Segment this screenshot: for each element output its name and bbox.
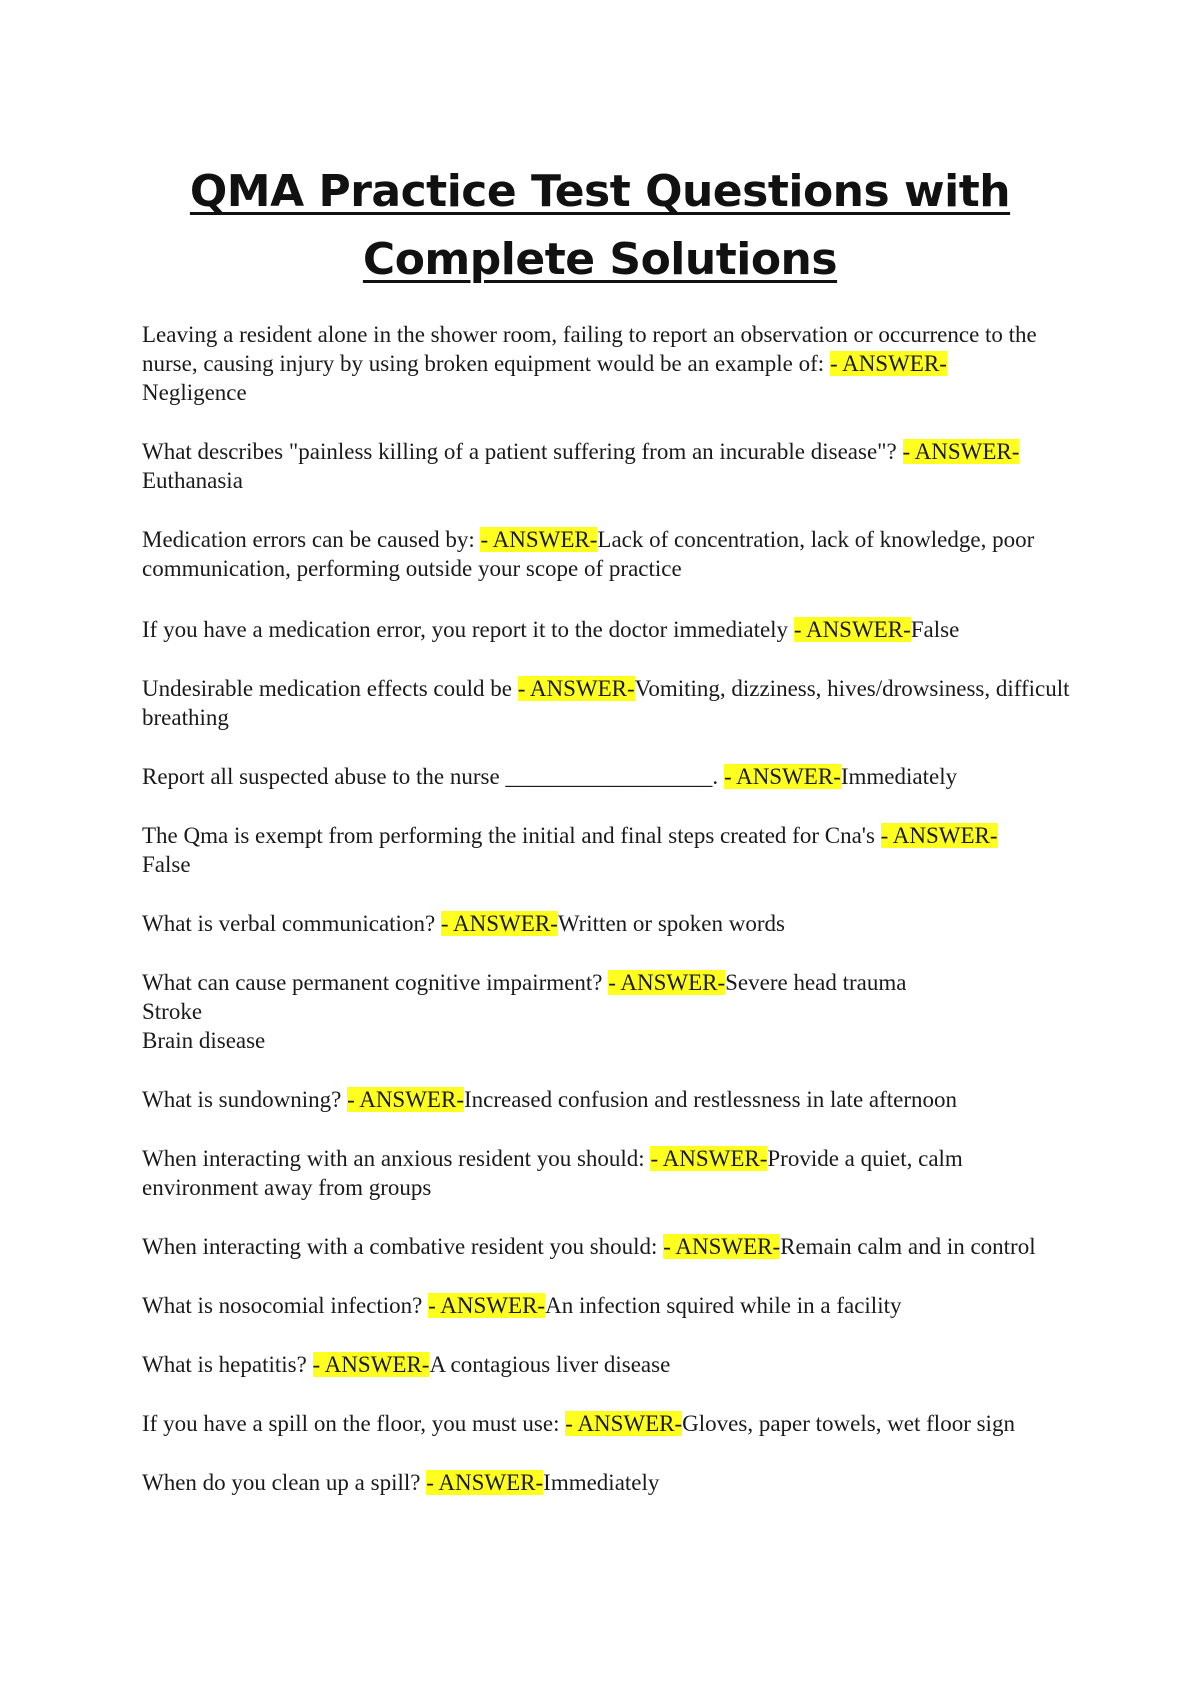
answer-marker: - ANSWER- [650,1146,768,1171]
qa-item [142,615,1077,644]
question-text: When interacting with a combative resident you should: [142,1234,664,1259]
qa-item [142,437,1077,495]
qa-item [142,1232,1077,1261]
answer-text: A contagious liver disease [429,1352,671,1377]
answer-text: Immediately [840,764,958,789]
answer-marker: - ANSWER- [312,1352,430,1377]
qa-item [142,909,1077,938]
qa-item [142,1085,1077,1114]
answer-marker: - ANSWER- [829,351,947,376]
answer-text: Euthanasia [142,468,243,493]
question-text: If you have a medication error, you report it to the doctor immediately [142,617,794,642]
title-line-2: Complete Solutions [362,234,838,285]
answer-marker: - ANSWER- [426,1470,544,1495]
question-text: Leaving a resident alone in the shower room, failing to report an observation or occurrence to the nurse, causing injury by using broken equipment would be an example of: [142,322,1037,376]
question-text: When do you clean up a spill? [142,1470,427,1495]
answer-text: Gloves, paper towels, wet floor sign [682,1411,1015,1436]
answer-marker: - ANSWER- [902,439,1020,464]
answer-text: Written or spoken words [557,911,785,936]
question-text: What is verbal communication? [142,911,441,936]
question-text: Medication errors can be caused by: [142,527,481,552]
answer-text: Negligence [142,380,247,405]
qa-item [142,525,1077,583]
question-text: What can cause permanent cognitive impairment? [142,970,609,995]
qa-item [142,674,1077,732]
qa-item [142,762,1077,791]
question-text: What is sundowning? [142,1087,348,1112]
answer-text: Immediately [543,1470,660,1495]
question-text: If you have a spill on the floor, you must use: [142,1411,566,1436]
answer-marker: - ANSWER- [480,527,598,552]
question-text: When interacting with an anxious resident you should: [142,1146,651,1171]
qa-item [142,968,1077,1055]
answer-marker: - ANSWER- [428,1293,546,1318]
qa-item [142,1468,1077,1497]
qa-item [142,1144,1077,1202]
qa-item [142,821,1077,879]
question-text: Report all suspected abuse to the nurse __________________. [142,764,724,789]
question-text: What describes "painless killing of a patient suffering from an incurable disease"? [142,439,903,464]
answer-text: False [142,852,191,877]
answer-marker: - ANSWER- [793,617,911,642]
answer-text: Provide a quiet, calm environment away from groups [142,1146,963,1200]
qa-item [142,1409,1077,1438]
answer-marker: - ANSWER- [440,911,558,936]
answer-marker: - ANSWER- [517,676,635,701]
answer-text: False [910,617,960,642]
title-line-1: QMA Practice Test Questions with [189,166,1011,217]
question-text: The Qma is exempt from performing the initial and final steps created for Cna's [142,823,881,848]
question-text: Undesirable medication effects could be [142,676,518,701]
qa-item [142,320,1077,407]
question-answer-list [142,320,1077,1527]
answer-text: Lack of concentration, lack of knowledge, poor communication, performing outside your scope of practice [142,527,1035,581]
question-text: What is hepatitis? [142,1352,313,1377]
question-text: What is nosocomial infection? [142,1293,429,1318]
answer-text: Severe head trauma Stroke Brain disease [142,970,907,1053]
answer-text: Increased confusion and restlessness in late afternoon [463,1087,958,1112]
answer-text: Remain calm and in control [780,1234,1036,1259]
document-title [0,158,1200,294]
answer-text: Vomiting, dizziness, hives/drowsiness, difficult breathing [142,676,1070,730]
answer-marker: - ANSWER- [565,1411,683,1436]
answer-marker: - ANSWER- [608,970,726,995]
answer-marker: - ANSWER- [723,764,841,789]
answer-marker: - ANSWER- [347,1087,464,1112]
qa-item [142,1350,1077,1379]
answer-marker: - ANSWER- [880,823,998,848]
answer-text: An infection squired while in a facility [545,1293,902,1318]
answer-marker: - ANSWER- [663,1234,781,1259]
qa-item [142,1291,1077,1320]
